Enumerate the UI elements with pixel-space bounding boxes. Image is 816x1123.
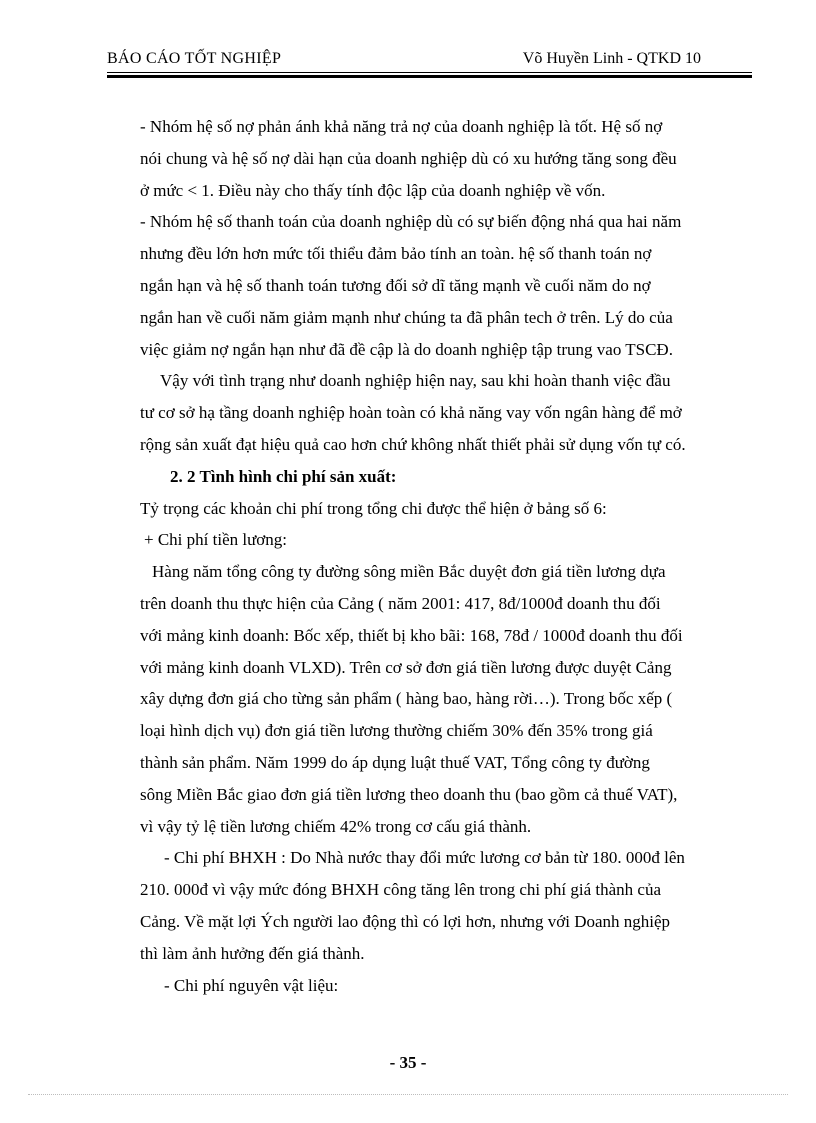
text-line: - Nhóm hệ số thanh toán của doanh nghiệp dù có sự biến động nhá qua hai năm [140,212,682,232]
text-line: thành sản phẩm. Năm 1999 do áp dụng luật thuế VAT, Tổng công ty đường [140,752,650,772]
text-line: Tỷ trọng các khoản chi phí trong tổng chi được thể hiện ở bảng số 6: [140,498,607,518]
text-line: việc giảm nợ ngắn hạn như đã đề cập là do doanh nghiệp tập trung vao TSCĐ. [140,339,673,359]
text-line: Cảng. Về mặt lợi Ých người lao động thì có lợi hơn, nhưng với Doanh nghiệp [140,911,671,931]
text-line: thì làm ảnh hưởng đến giá thành. [140,943,365,963]
text-line: vì vậy tỷ lệ tiền lương chiếm 42% trong cơ cấu giá thành. [140,816,532,836]
text-line: sông Miền Bắc giao đơn giá tiền lương theo doanh thu (bao gồm cả thuế VAT), [140,784,678,804]
text-line: - Chi phí BHXH : Do Nhà nước thay đổi mức lương cơ bản từ 180. 000đ lên [164,848,685,868]
text-line: trên doanh thu thực hiện của Cảng ( năm 2001: 417, 8đ/1000đ doanh thu đối [140,593,661,613]
text-line: - Nhóm hệ số nợ phản ánh khả năng trả nợ của doanh nghiệp là tốt. Hệ số nợ [140,117,663,136]
page-number: - 35 - [389,1053,427,1072]
report-title: BÁO CÁO TỐT NGHIỆP [107,50,282,67]
text-line: 210. 000đ vì vậy mức đóng BHXH công tăng lên trong chi phí giá thành của [140,880,662,900]
text-line: - Chi phí nguyên vật liệu: [164,975,339,995]
text-line: ngắn han về cuối năm giảm mạnh như chúng ta đã phân tech ở trên. Lý do của [140,307,673,327]
text-line: xây dựng đơn giá cho từng sản phẩm ( hàng bao, hàng rời…). Trong bốc xếp ( [140,689,673,709]
header-rule-thick [107,75,752,78]
text-line: Vậy với tình trạng như doanh nghiệp hiện nay, sau khi hoàn thanh việc đầu [160,371,671,391]
text-line: loại hình dịch vụ) đơn giá tiền lương thường chiếm 30% đến 35% trong giá [140,721,653,741]
text-line: + Chi phí tiền lương: [144,530,288,550]
footer-divider [28,1094,788,1095]
text-line: Hàng năm tổng công ty đường sông miền Bắc duyệt đơn giá tiền lương dựa [152,562,666,582]
page-header [107,50,747,72]
header-rule-thin [107,72,752,73]
text-line: nói chung và hệ số nợ dài hạn của doanh nghiệp dù có xu hướng tăng song đều [140,148,677,168]
text-line: rộng sản xuất đạt hiệu quả cao hơn chứ không nhất thiết phải sử dụng vốn tự có. [140,434,686,454]
text-line: với mảng kinh doanh VLXD). Trên cơ sở đơn giá tiền lương được duyệt Cảng [140,657,672,677]
section-heading: 2. 2 Tình hình chi phí sản xuất: [170,466,397,486]
text-line: nhưng đều lớn hơn mức tối thiểu đảm bảo tính an toàn. hệ số thanh toán nợ [140,244,652,264]
author-label: Võ Huyền Linh - QTKD 10 [522,50,701,67]
text-line: tư cơ sở hạ tầng doanh nghiệp hoàn toàn có khả năng vay vốn ngân hàng để mở [140,403,682,423]
text-line: ngắn hạn và hệ số thanh toán tương đối sở dĩ tăng mạnh về cuối năm do nợ [140,275,651,295]
text-line: ở mức < 1. Điều này cho thấy tính độc lập của doanh nghiệp về vốn. [140,180,606,200]
text-line: với mảng kinh doanh: Bốc xếp, thiết bị kho bãi: 168, 78đ / 1000đ doanh thu đối [140,625,683,645]
body-text [140,111,765,1001]
